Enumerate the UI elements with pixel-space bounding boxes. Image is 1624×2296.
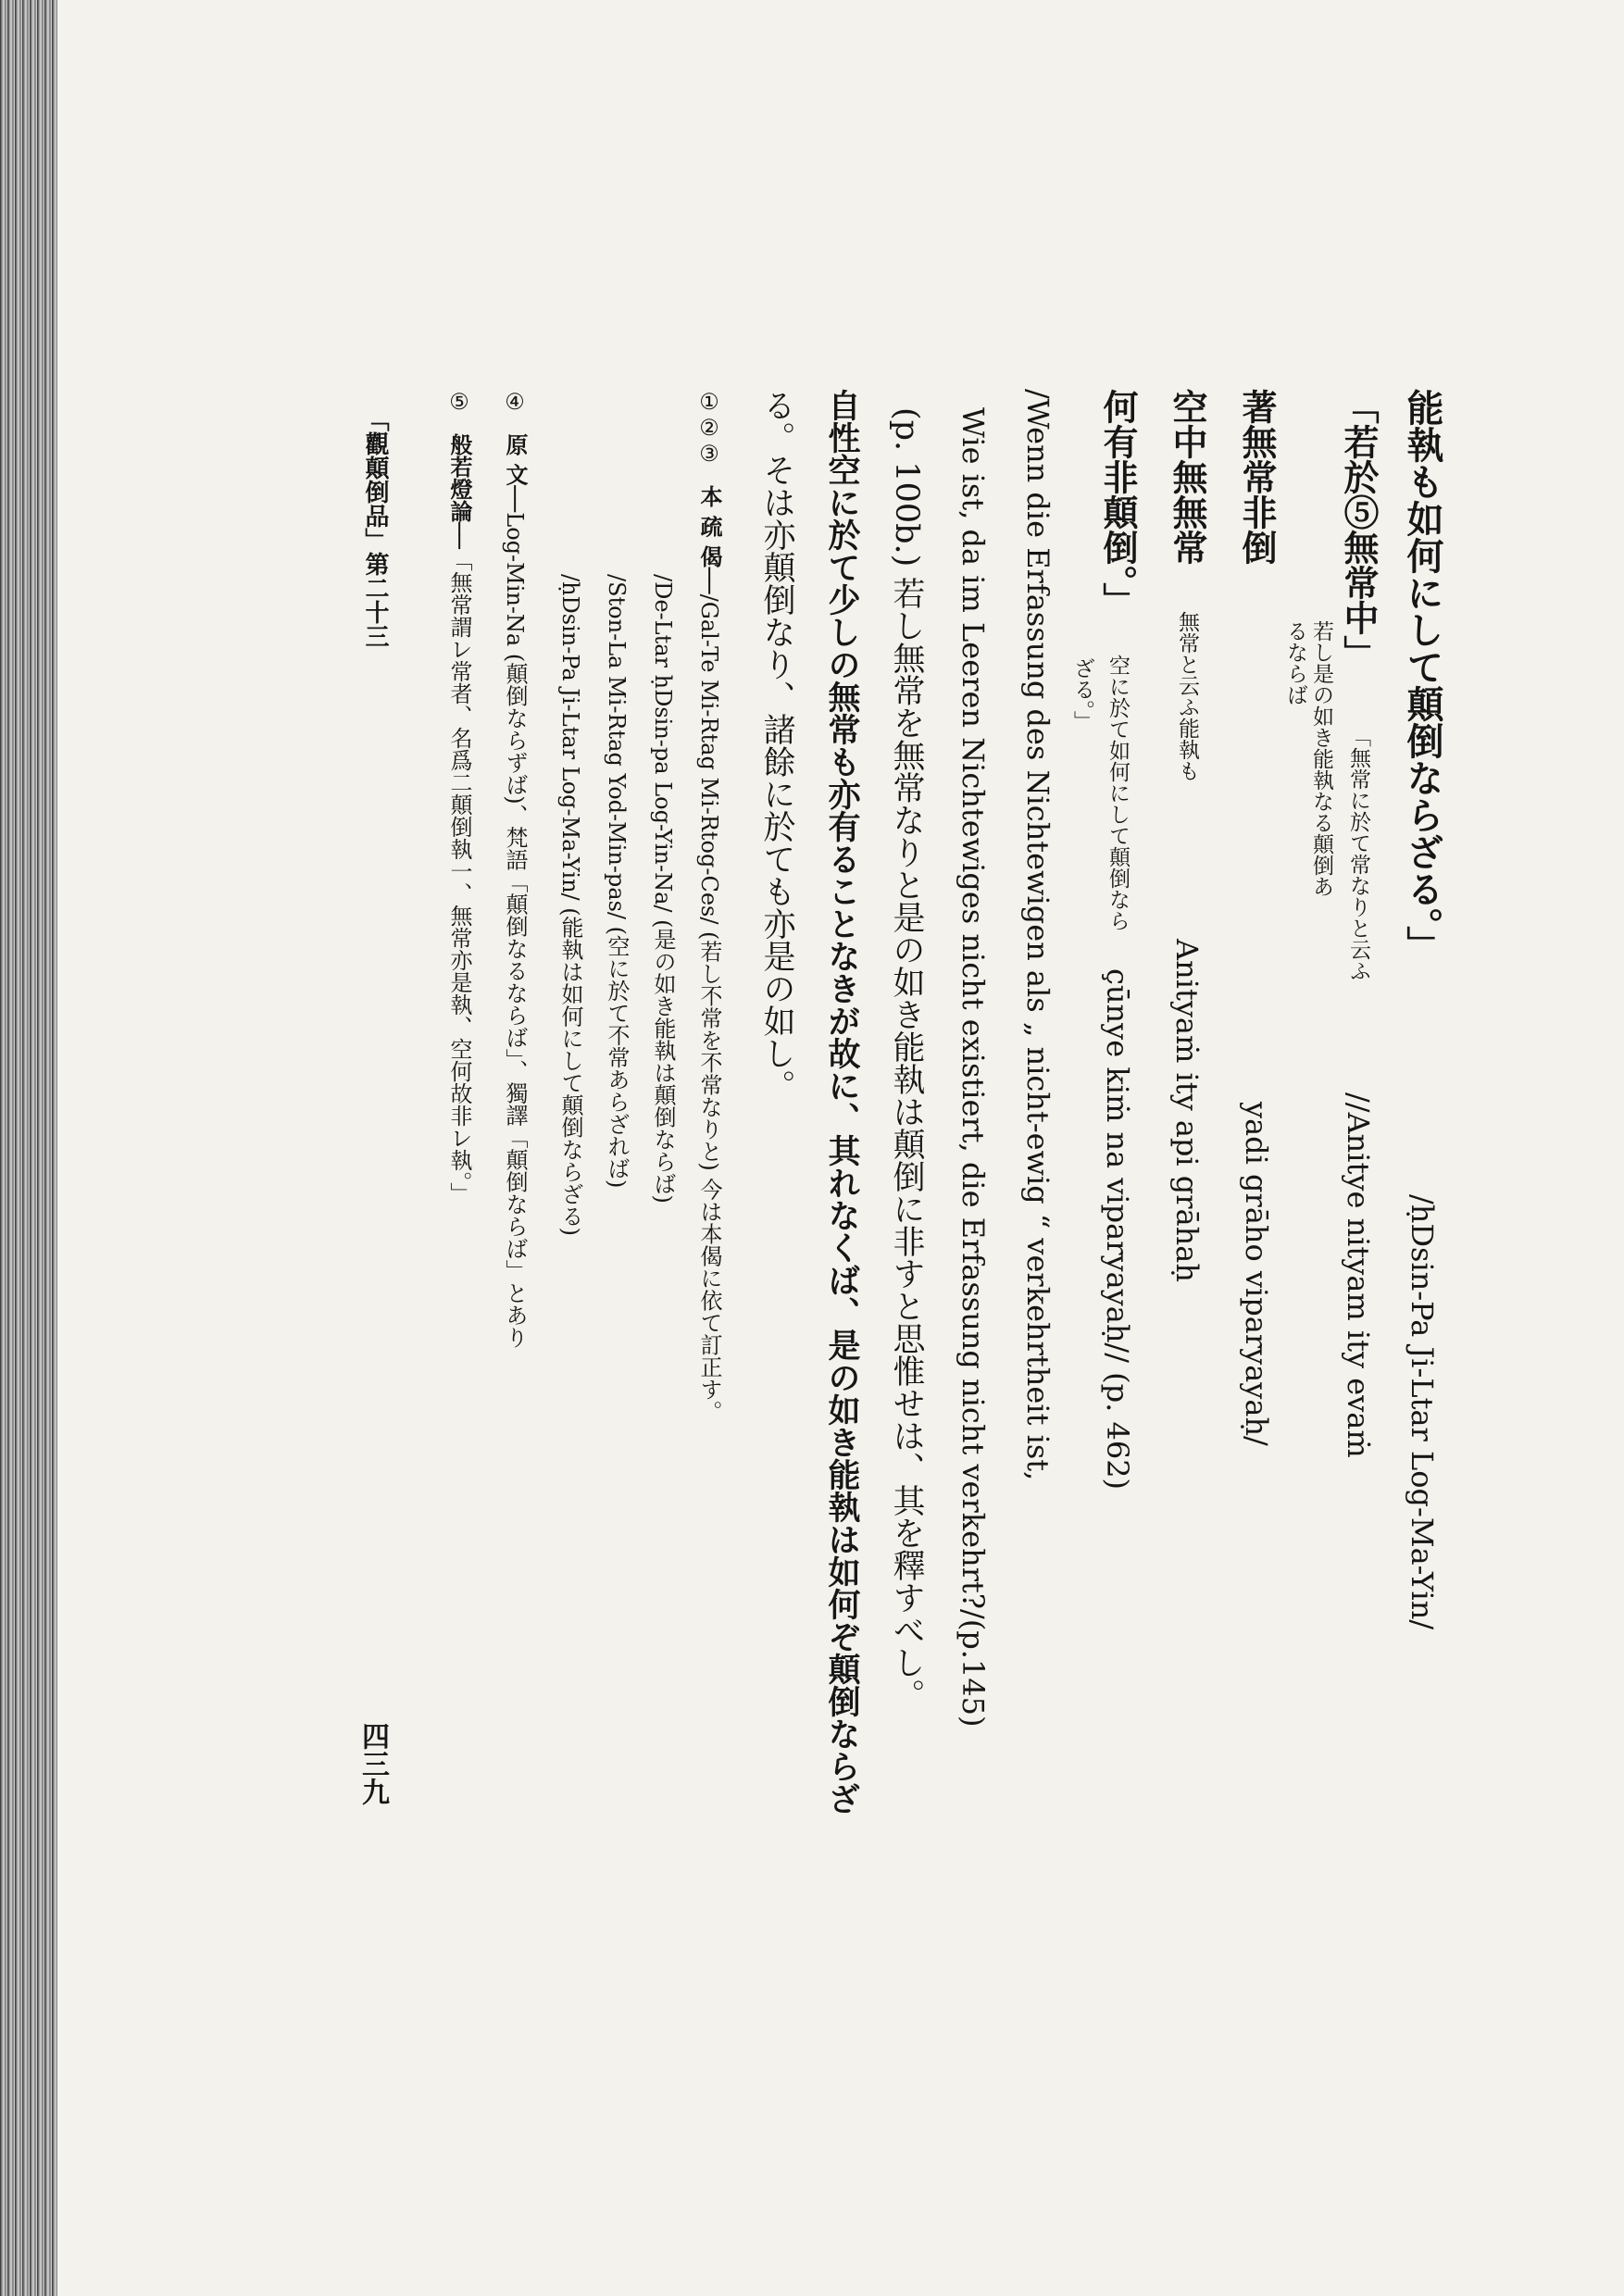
note-1 (695, 389, 722, 1422)
verse-gloss-3: 無常と云ふ能執も (1175, 611, 1199, 781)
note-6-label: 般若燈論 (446, 433, 473, 522)
verse-ja-3: 空中無無常 (1167, 389, 1208, 565)
body-line-3: る。そは亦顛倒なり、諸餘に於ても亦是の如し。 (758, 389, 795, 1102)
note-1-text: ──/Gal-Te Mi-Rtag Mi-Rtog-Ces/ (若し不常を不常なりと) 今は本偈に依て訂正す。 (696, 567, 722, 1423)
running-head: 「觀顛倒品」第二十三 (361, 407, 389, 648)
verse-line-4 (1096, 389, 1139, 1490)
note-1-mark: ①②③ (696, 389, 722, 467)
note-5-mark: ④ (502, 389, 528, 415)
verse-gloss-4: 空に於て如何にして顛倒なら (1106, 655, 1130, 931)
body-line-1: (p. 100b.) 若し無常を無常なりと是の如き能執は顛倒に非すと思惟せは、其を釋すべし。 (888, 407, 925, 1712)
verse-top-text: 能執も如何にして顛倒ならざる。」 (1401, 389, 1444, 963)
verse-ja-2: 著無常非倒 (1236, 389, 1278, 565)
verse-line-1 (1337, 389, 1380, 1458)
verse-line-3 (1166, 389, 1208, 1282)
note-2: /De-Ltar ḥDsin-pa Log-Yin-Na/ (是の如き能執は顛倒ならば) (650, 574, 676, 1204)
verse-ja-1: 「若於⑤無常中」 (1338, 389, 1380, 670)
verse-ja-4: 何有非顛倒。」 (1097, 389, 1139, 618)
verse-roman-1: //Anitye nityam ity evaṁ (1341, 1092, 1376, 1458)
verse-roman-3: Anityaṁ ity api grāhaḥ (1169, 939, 1205, 1282)
verse-gloss-1b: 若し是の如き能執なる顛倒あ (1309, 620, 1333, 897)
body-line-2: 自性空に於て少しの無常も亦有ることなきが故に、其れなくば、是の如き能執は如何ぞ顛倒ならざ (823, 389, 861, 1815)
note-6-mark: ⑤ (446, 389, 472, 415)
note-6-text: ──「無常謂レ常者、名爲二顛倒執一、無常亦是執、空何故非レ執。」 (446, 522, 472, 1204)
note-6 (445, 389, 472, 1204)
verse-line-2 (1235, 389, 1278, 1446)
note-1-label: 本 疏 偈 (696, 485, 723, 568)
note-4: /ḥDsin-Pa Ji-Ltar Log-Ma-Yin/ (能執は如何にして顛倒ならざる) (557, 574, 583, 1236)
verse-gloss-1: 「無常に於て常なりと云ふ (1346, 726, 1370, 981)
tibetan-verse-end: /ḥDsin-Pa Ji-Ltar Log-Ma-Yin/ (1405, 1194, 1440, 1630)
verse-gloss-1c: るならば (1283, 620, 1307, 705)
note-5-text: ──Log-Min-Na (顛倒ならずば)、梵語「顛倒なるならば」、獨譯「顛倒ならば」とあり (502, 485, 528, 1349)
page-number: 四三九 (356, 1722, 389, 1805)
verse-gloss-4b: ざる。」 (1070, 657, 1094, 732)
verse-roman-2: yadi grāho viparyayaḥ/ (1239, 1102, 1274, 1446)
german-line-1: /Wenn die Erfassung des Nichtewigen als „ nicht-ewig “ verkehrtheit ist, (1020, 389, 1056, 1481)
document-page (213, 389, 1444, 2129)
note-5 (501, 389, 528, 1349)
note-3: /Ston-La Mi-Rtag Yod-Min-pas/ (空に於て不常あらざれば) (604, 574, 630, 1189)
binding-shadow (0, 0, 57, 2296)
note-5-label: 原 文 (502, 433, 529, 486)
verse-roman-4: çūnye kiṁ na viparyayaḥ// (p. 462) (1100, 968, 1135, 1491)
german-line-2: Wie ist, da im Leeren Nichtewiges nicht existiert, die Erfassung nicht verkehrt?/(p.145) (956, 407, 991, 1728)
verse-top-line (1400, 389, 1444, 1629)
